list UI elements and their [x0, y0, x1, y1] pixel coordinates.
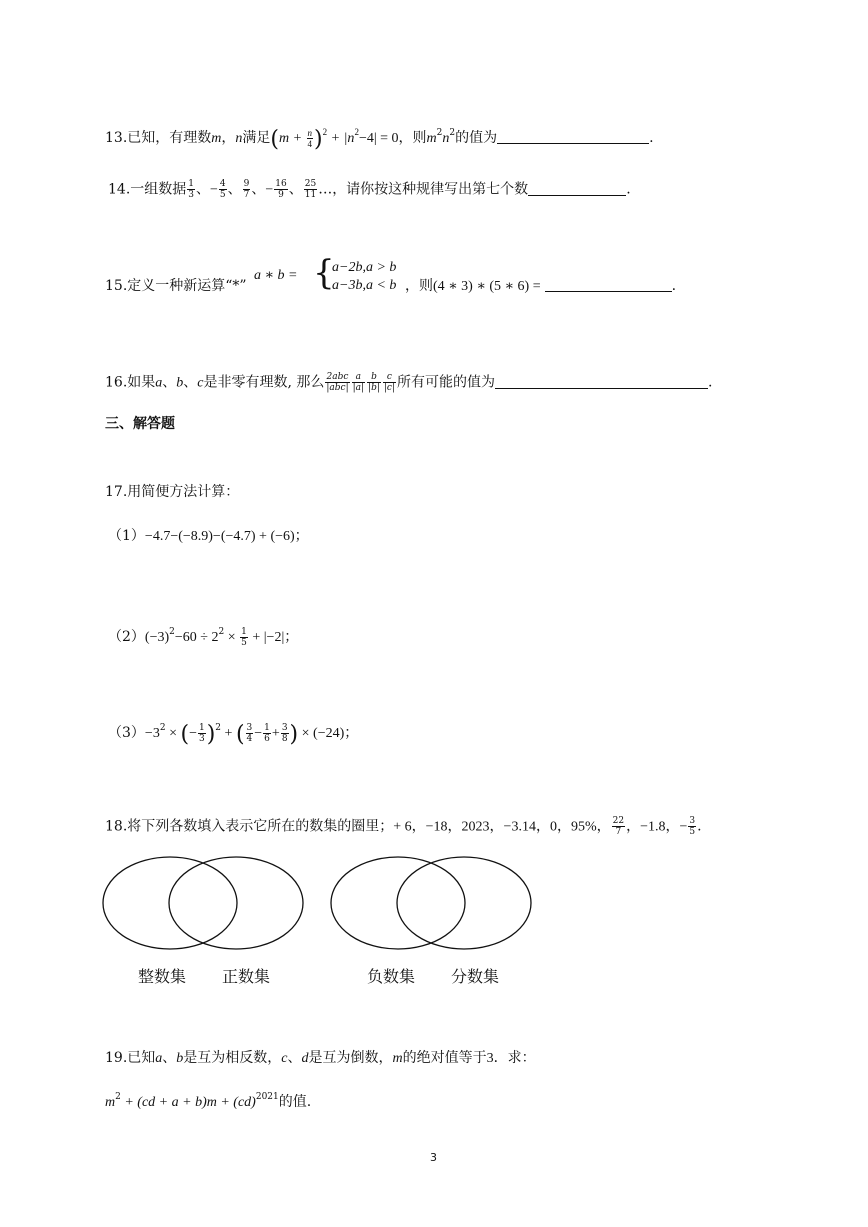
frac-denominator: 6: [264, 733, 270, 744]
part-label: （1）: [108, 528, 145, 544]
q17-p2-fraction: [240, 627, 248, 648]
frac-numerator: 3: [281, 722, 288, 733]
q17-p3-fraction-a: [198, 723, 206, 744]
q14-end: .: [626, 181, 631, 198]
question-13: [105, 122, 654, 150]
var-c: c: [197, 375, 204, 391]
q13-then: ，则: [398, 130, 427, 146]
q16-fraction-1: [325, 372, 349, 393]
q14-fraction-2: [219, 179, 227, 200]
separator: 、: [196, 181, 210, 198]
ellipsis: …: [318, 181, 333, 198]
var-m: m: [426, 131, 437, 146]
part-label: （2）: [108, 629, 145, 645]
superscript: 2: [449, 128, 456, 138]
var-n: n: [442, 131, 450, 146]
superscript: 2021: [255, 1092, 279, 1102]
expr-segment: +: [221, 726, 236, 741]
paren-open: (: [235, 722, 245, 747]
q18-prefix: 18.将下列各数填入表示它所在的数集的圈里；: [105, 818, 394, 835]
q15-end: .: [671, 278, 677, 294]
frac-numerator: 1: [198, 722, 205, 733]
frac-numerator: 22: [612, 816, 625, 826]
superscript: 2: [354, 127, 359, 137]
q17-p3-fraction-b: [246, 723, 254, 744]
paren-close: ): [289, 722, 299, 747]
expr-segment: −3: [144, 726, 160, 741]
superscript: 2: [169, 627, 175, 637]
q13-expr-m: m +: [278, 131, 306, 146]
q15-prefix: 15.定义一种新运算“*”: [105, 278, 247, 294]
frac-denominator: 3: [188, 190, 194, 200]
frac-denominator: |c|: [383, 383, 395, 393]
venn-diagrams: [0, 850, 868, 960]
q17-part-3: $(3)-3^2$ × (− $\frac{1}{3}$ )$^2$ + ( $\frac{3}{4}$ − $\frac{1}{6}$ + $\frac{3}{8}$ ) × (−24)；: [108, 722, 359, 747]
frac-denominator: |b|: [368, 383, 380, 393]
superscript: 2: [159, 723, 166, 733]
q13-abs: + |n: [330, 131, 355, 146]
question-15: [105, 276, 247, 296]
q13-tail: 的值为: [455, 130, 498, 146]
separator: 、: [287, 1050, 302, 1066]
expr-segment: × (−24)；: [298, 726, 359, 741]
part-expression: −4.7−(−8.9)−(−4.7) + (−6)；: [144, 529, 309, 544]
q17-p3-fraction-d: [281, 723, 289, 744]
answer-blank[interactable]: [497, 129, 649, 144]
var-n: n: [235, 131, 243, 146]
number-three: 3: [486, 1051, 494, 1066]
superscript: 2: [215, 723, 222, 733]
frac-denominator: 5: [241, 637, 247, 648]
frac-denominator: 7: [615, 827, 622, 837]
var-b: b: [176, 375, 184, 391]
q16-prefix: 16.如果: [105, 374, 156, 391]
q16-end: .: [708, 374, 713, 391]
q15-lhs: a ∗ b =: [254, 268, 298, 283]
q15-tail-line: [405, 276, 676, 297]
frac-denominator: |abc|: [326, 383, 349, 393]
q16-fraction-2: [352, 372, 365, 393]
expr-segment: ×: [224, 630, 240, 645]
q17-part-1: [108, 526, 309, 547]
part-label: （3）: [108, 725, 145, 741]
q18-end: .: [697, 818, 702, 835]
var-b: b: [176, 1051, 184, 1066]
section-heading: 三、解答题: [105, 416, 175, 432]
paren-close: ): [314, 127, 323, 152]
answer-blank[interactable]: [528, 181, 626, 196]
q19-text: 是互为倒数，: [308, 1050, 393, 1066]
paren-open: (: [270, 127, 279, 152]
superscript: 2: [218, 627, 225, 637]
q16-mid: 是非零有理数, 那么: [203, 374, 325, 391]
expr-segment: + (cd + a + b)m + (cd): [120, 1095, 256, 1110]
q14-fraction-5: [304, 179, 317, 200]
venn-label-fractions: 分数集: [451, 967, 500, 986]
q19-tail: 的值.: [278, 1094, 312, 1110]
q17-p3-fraction-c: [263, 723, 271, 744]
var-c: c: [281, 1051, 288, 1066]
separator: 、: [183, 374, 198, 391]
var-a: a: [155, 1051, 163, 1066]
paren-close: ): [206, 722, 216, 747]
frac-numerator: 2abc: [326, 372, 349, 382]
frac-denominator: 3: [198, 733, 205, 744]
venn-label-positives: 正数集: [222, 967, 271, 986]
separator: 、: [162, 374, 177, 391]
frac-denominator: 5: [689, 827, 696, 837]
q13-expression: [270, 127, 399, 152]
expr-segment: −60 ÷ 2: [174, 630, 219, 645]
q14-prefix: 14.一组数据: [108, 181, 187, 198]
frac-denominator: 4: [307, 139, 313, 150]
frac-numerator: 3: [246, 722, 253, 733]
q13-prefix: 13.已知，有理数: [105, 130, 212, 146]
q16-fraction-4: [383, 372, 396, 393]
frac-denominator: |a|: [352, 383, 365, 393]
paren-open: (: [180, 722, 190, 747]
var-m: m: [211, 131, 222, 146]
q15-case-1: a−2b,a > b: [332, 260, 397, 275]
expr-segment: ×: [165, 726, 181, 741]
var-d: d: [301, 1051, 309, 1066]
frac-numerator: 4: [219, 179, 226, 189]
question-18: [105, 816, 702, 838]
var-m: m: [392, 1051, 403, 1066]
page-number: 3: [430, 1151, 437, 1164]
answer-blank[interactable]: [545, 277, 672, 292]
q19-text: 的绝对值等于: [402, 1050, 487, 1066]
superscript: 2: [322, 127, 328, 137]
frac-numerator: c: [383, 372, 396, 383]
q18-mid: ，−1.8，: [626, 819, 680, 835]
expr-segment: (−3): [144, 630, 170, 645]
venn-label-integers: 整数集: [138, 967, 187, 986]
venn-circle-positives: [169, 857, 303, 949]
frac-numerator: 3: [689, 816, 696, 826]
venn-circle-negatives: [331, 857, 465, 949]
q13-comma: ，: [221, 130, 236, 146]
separator: 、: [288, 181, 303, 198]
q16-fraction-3: [367, 372, 381, 393]
frac-denominator: 9: [278, 190, 284, 200]
q13-end: .: [649, 130, 654, 146]
q18-numbers: + 6，−18，2023，−3.14，0，95%，: [393, 819, 611, 835]
frac-numerator: 1: [188, 179, 194, 189]
question-14: [108, 179, 631, 201]
separator: 、: [251, 181, 266, 198]
q14-tail: ，请你按这种规律写出第七个数: [332, 181, 529, 198]
frac-numerator: n: [307, 128, 313, 139]
separator: 、: [162, 1050, 177, 1066]
q19-text: 是互为相反数，: [183, 1050, 282, 1066]
q19-text: ．求：: [493, 1050, 536, 1066]
frac-numerator: b: [367, 372, 381, 383]
question-16: [105, 372, 712, 394]
q19-prefix: 19.已知: [105, 1050, 156, 1066]
answer-blank[interactable]: [495, 374, 708, 389]
expr-segment: + |−2|；: [248, 630, 299, 645]
venn-circle-integers: [103, 857, 237, 949]
venn-circle-fractions: [397, 857, 531, 949]
minus-sign: −: [210, 182, 218, 198]
q14-fraction-1: [187, 179, 195, 200]
frac-numerator: 1: [264, 722, 270, 733]
q14-fraction-3: [243, 179, 251, 200]
q13-satisfy: 满足: [242, 130, 271, 146]
var-a: a: [155, 375, 163, 391]
frac-denominator: 7: [243, 190, 250, 200]
q19-expression: [105, 1087, 311, 1113]
q17-part-2: [108, 622, 298, 648]
frac-numerator: a: [352, 372, 365, 383]
q15-case-2: a−3b,a < b: [332, 278, 397, 293]
q15-brace: {: [313, 253, 335, 293]
venn-label-negatives: 负数集: [367, 967, 416, 986]
frac-numerator: 25: [304, 179, 317, 189]
frac-denominator: 5: [219, 190, 226, 200]
minus-sign: −: [679, 819, 688, 835]
superscript: 2: [436, 128, 443, 138]
separator: 、: [227, 181, 242, 198]
question-19: [105, 1048, 536, 1069]
frac-denominator: 4: [246, 733, 253, 744]
var-m: m: [105, 1095, 116, 1110]
q15-then: ，则(4 ∗ 3) ∗ (5 ∗ 6) =: [405, 279, 541, 294]
frac-numerator: 9: [243, 179, 250, 189]
q14-fraction-4: [274, 179, 287, 200]
q13-abs-tail: −4| = 0: [358, 131, 399, 146]
q17-title: 17.用简便方法计算：: [105, 484, 240, 500]
q13-fraction: [307, 128, 314, 149]
frac-numerator: 16: [275, 179, 287, 189]
minus-sign: −: [265, 182, 274, 198]
q18-fraction-2: [688, 816, 696, 837]
q18-fraction-1: [612, 816, 625, 837]
frac-denominator: 11: [304, 190, 317, 200]
superscript: 2: [115, 1092, 121, 1102]
q16-tail: 所有可能的值为: [397, 374, 495, 391]
frac-numerator: 1: [241, 626, 247, 637]
frac-denominator: 8: [281, 733, 288, 744]
